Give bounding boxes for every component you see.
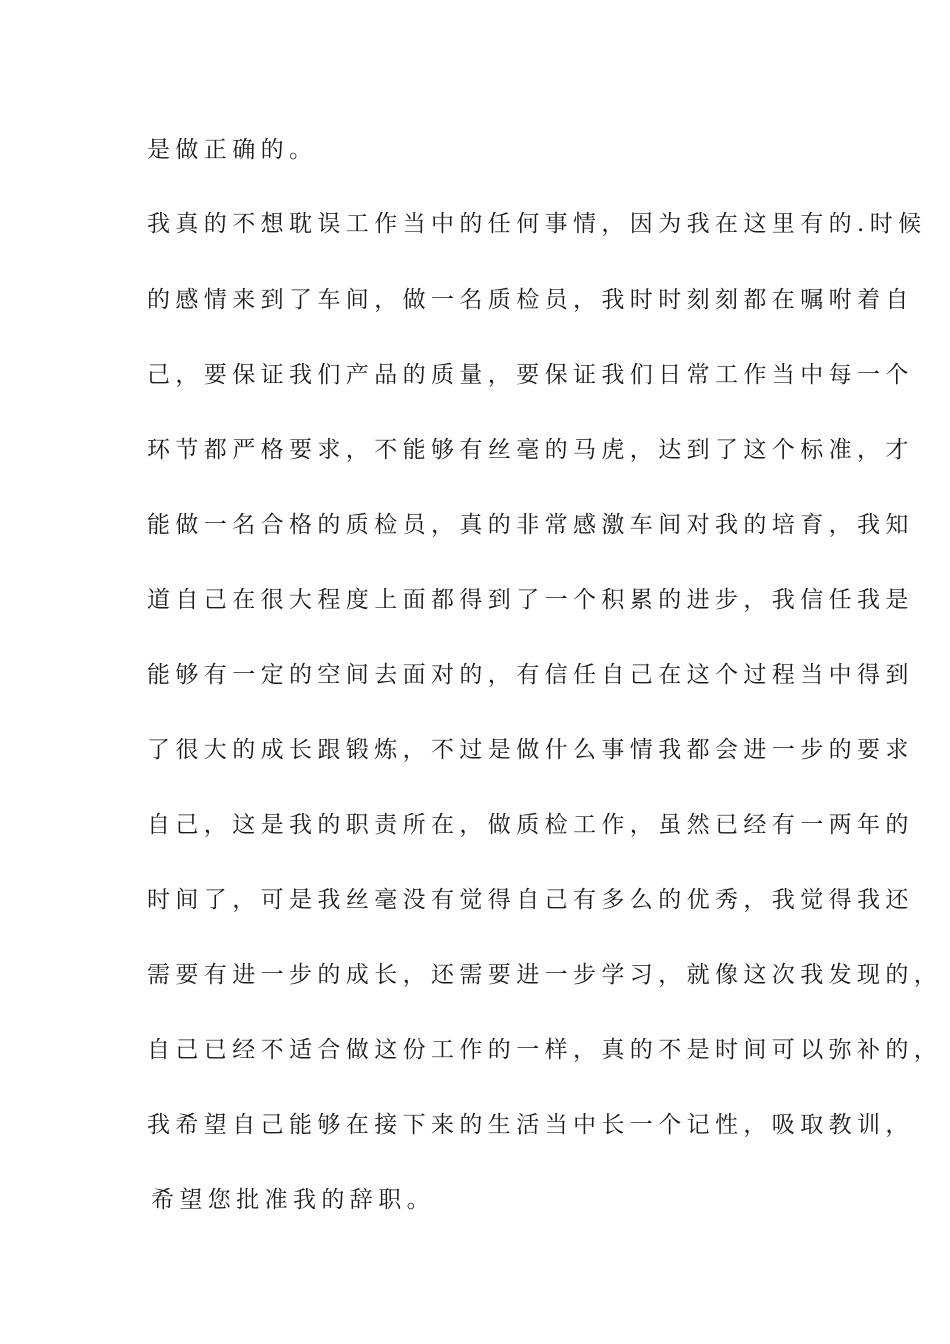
text-line: 了很大的成长跟锻炼，不过是做什么事情我都会进一步的要求 xyxy=(147,737,914,763)
text-line: 道自己在很大程度上面都得到了一个积累的进步，我信任我是 xyxy=(147,587,914,613)
text-line: 的感情来到了车间，做一名质检员，我时时刻刻都在嘱咐着自 xyxy=(147,287,914,313)
text-line: 己，要保证我们产品的质量，要保证我们日常工作当中每一个 xyxy=(147,362,914,388)
text-line: 我真的不想耽误工作当中的任何事情，因为我在这里有的.时候 xyxy=(147,211,927,237)
text-line: 自己已经不适合做这份工作的一样，真的不是时间可以弥补的， xyxy=(147,1037,943,1063)
text-line: 自己，这是我的职责所在，做质检工作，虽然已经有一两年的 xyxy=(147,812,914,838)
text-line: 环节都严格要求，不能够有丝毫的马虎，达到了这个标准，才 xyxy=(147,437,914,463)
text-line: 能做一名合格的质检员，真的非常感激车间对我的培育，我知 xyxy=(147,512,914,538)
text-line: 希望您批准我的辞职。 xyxy=(151,1187,435,1213)
text-line: 时间了，可是我丝毫没有觉得自己有多么的优秀，我觉得我还 xyxy=(147,887,914,913)
text-line: 是做正确的。 xyxy=(147,137,318,163)
text-line: 我希望自己能够在接下来的生活当中长一个记性，吸取教训， xyxy=(147,1112,914,1138)
text-line: 需要有进一步的成长，还需要进一步学习，就像这次我发现的， xyxy=(147,962,943,988)
text-line: 能够有一定的空间去面对的，有信任自己在这个过程当中得到 xyxy=(147,662,914,688)
